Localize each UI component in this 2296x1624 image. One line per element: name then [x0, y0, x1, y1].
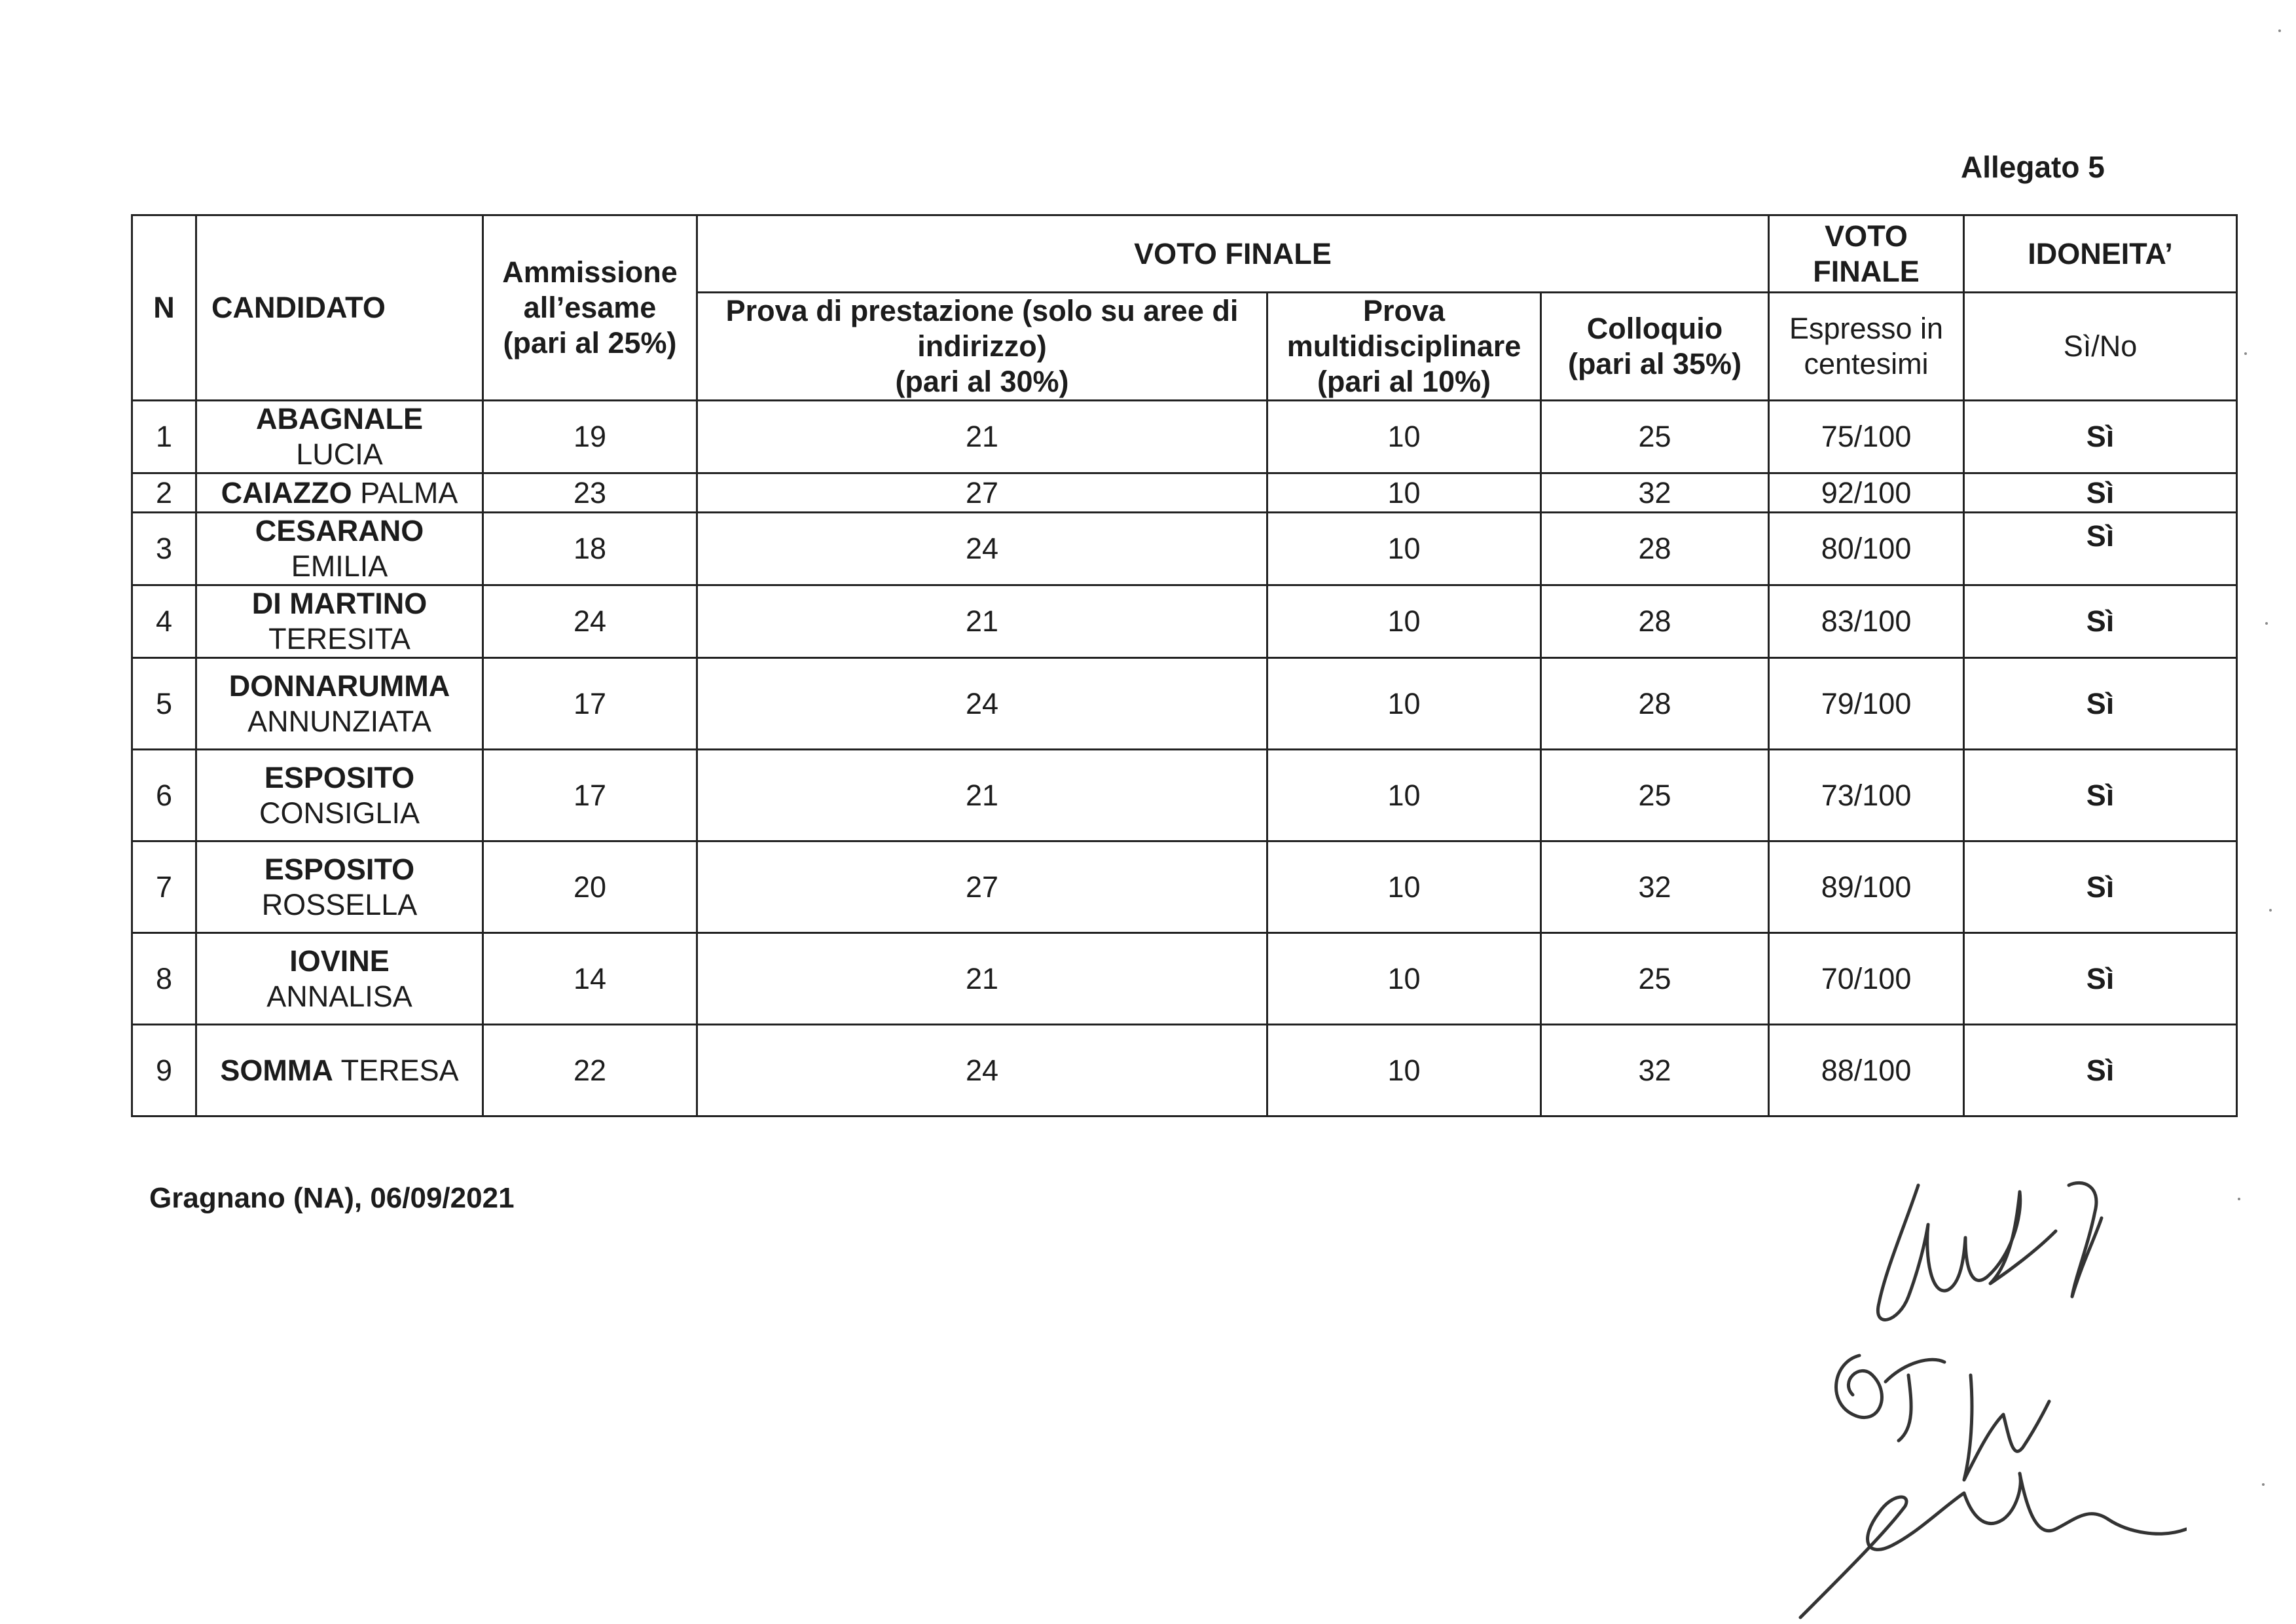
- cell-multidisciplinare: 10: [1267, 513, 1541, 585]
- cell-ammissione: 18: [483, 513, 697, 585]
- cell-candidate: [196, 750, 483, 841]
- signature-stroke: [2069, 1183, 2102, 1297]
- cell-n: 5: [132, 658, 196, 750]
- header-voto-finale-line: VOTO: [1825, 219, 1908, 253]
- cell-idoneita: Sì: [1964, 1025, 2237, 1116]
- candidate-given-name: TERESA: [340, 1053, 459, 1087]
- cell-idoneita: Sì: [1964, 401, 2237, 473]
- cell-voto-finale: 92/100: [1769, 473, 1964, 513]
- cell-colloquio: 32: [1541, 1025, 1769, 1116]
- cell-ammissione: 19: [483, 401, 697, 473]
- table-row: [132, 513, 2237, 585]
- table-row: [132, 750, 2237, 841]
- signature-stroke: [1886, 1359, 1944, 1441]
- cell-n: 4: [132, 585, 196, 658]
- table-row: [132, 658, 2237, 750]
- attachment-label: Allegato 5: [1961, 150, 2105, 184]
- cell-prestazione: 21: [697, 585, 1267, 658]
- header-espresso-line: Espresso in: [1789, 312, 1944, 345]
- scan-speck: [2278, 29, 2281, 32]
- cell-prestazione: 24: [697, 1025, 1267, 1116]
- cell-n: 3: [132, 513, 196, 585]
- cell-voto-finale: 88/100: [1769, 1025, 1964, 1116]
- cell-n: 2: [132, 473, 196, 513]
- header-prova-multidisciplinare: [1267, 293, 1541, 401]
- cell-prestazione: 21: [697, 750, 1267, 841]
- cell-idoneita: Sì: [1964, 750, 2237, 841]
- cell-ammissione: 14: [483, 933, 697, 1025]
- signatures-image: [1794, 1166, 2187, 1624]
- cell-multidisciplinare: 10: [1267, 401, 1541, 473]
- header-espresso: [1769, 293, 1964, 401]
- cell-multidisciplinare: 10: [1267, 658, 1541, 750]
- cell-candidate: [196, 1025, 483, 1116]
- cell-multidisciplinare: 10: [1267, 585, 1541, 658]
- candidate-surname: SOMMA: [220, 1053, 333, 1087]
- header-prova-prestazione: [697, 293, 1267, 401]
- cell-colloquio: 28: [1541, 585, 1769, 658]
- cell-colloquio: 25: [1541, 750, 1769, 841]
- candidate-given-name: ROSSELLA: [261, 887, 418, 921]
- header-idoneita: IDONEITA’: [1964, 215, 2237, 293]
- cell-candidate: [196, 513, 483, 585]
- header-si-no: Sì/No: [1964, 293, 2237, 401]
- header-ammissione-line: Ammissione: [502, 255, 678, 289]
- header-voto-finale-line: FINALE: [1813, 254, 1920, 288]
- cell-n: 1: [132, 401, 196, 473]
- candidate-surname: DI MARTINO: [251, 587, 428, 620]
- cell-ammissione: 20: [483, 841, 697, 933]
- cell-colloquio: 25: [1541, 933, 1769, 1025]
- header-candidato: CANDIDATO: [196, 215, 483, 401]
- cell-idoneita: Sì: [1964, 473, 2237, 513]
- cell-colloquio: 28: [1541, 658, 1769, 750]
- signature-stroke: [1964, 1375, 2049, 1480]
- cell-voto-finale: 89/100: [1769, 841, 1964, 933]
- header-multidisciplinare-line: multidisciplinare: [1286, 329, 1522, 363]
- candidate-surname: DONNARUMMA: [228, 669, 450, 703]
- cell-idoneita: Sì: [1964, 841, 2237, 933]
- cell-colloquio: 32: [1541, 473, 1769, 513]
- candidate-given-name: CONSIGLIA: [259, 796, 420, 830]
- table-row: [132, 473, 2237, 513]
- table-row: [132, 841, 2237, 933]
- cell-colloquio: 32: [1541, 841, 1769, 933]
- cell-prestazione: 27: [697, 841, 1267, 933]
- candidate-given-name: TERESITA: [268, 622, 410, 655]
- cell-n: 6: [132, 750, 196, 841]
- results-table: [131, 214, 2238, 1117]
- cell-voto-finale: 79/100: [1769, 658, 1964, 750]
- cell-prestazione: 24: [697, 658, 1267, 750]
- scan-speck: [2265, 622, 2268, 625]
- header-prestazione-line: (pari al 30%): [895, 365, 1069, 398]
- signature-stroke: [1836, 1356, 1882, 1418]
- table-row: [132, 933, 2237, 1025]
- signature-stroke: [1878, 1185, 2056, 1320]
- header-colloquio: [1541, 293, 1769, 401]
- header-multidisciplinare-line: (pari al 10%): [1317, 365, 1491, 398]
- cell-voto-finale: 83/100: [1769, 585, 1964, 658]
- header-multidisciplinare-line: Prova: [1362, 294, 1446, 327]
- cell-ammissione: 22: [483, 1025, 697, 1116]
- cell-prestazione: 21: [697, 933, 1267, 1025]
- cell-idoneita: Sì: [1964, 658, 2237, 750]
- candidate-surname: CAIAZZO: [221, 475, 352, 509]
- cell-multidisciplinare: 10: [1267, 841, 1541, 933]
- cell-ammissione: 17: [483, 750, 697, 841]
- cell-idoneita: Sì: [1964, 513, 2237, 585]
- cell-voto-finale: 70/100: [1769, 933, 1964, 1025]
- cell-multidisciplinare: 10: [1267, 473, 1541, 513]
- cell-multidisciplinare: 10: [1267, 750, 1541, 841]
- cell-idoneita: Sì: [1964, 933, 2237, 1025]
- cell-candidate: [196, 473, 483, 513]
- table-row: [132, 585, 2237, 658]
- cell-ammissione: 24: [483, 585, 697, 658]
- cell-ammissione: 23: [483, 473, 697, 513]
- candidate-surname: ESPOSITO: [264, 760, 415, 794]
- cell-multidisciplinare: 10: [1267, 1025, 1541, 1116]
- cell-n: 8: [132, 933, 196, 1025]
- cell-colloquio: 25: [1541, 401, 1769, 473]
- cell-voto-finale: 80/100: [1769, 513, 1964, 585]
- cell-idoneita: Sì: [1964, 585, 2237, 658]
- candidate-given-name: ANNUNZIATA: [247, 704, 431, 738]
- cell-voto-finale: 75/100: [1769, 401, 1964, 473]
- header-ammissione: [483, 215, 697, 401]
- signature-stroke: [1800, 1473, 2187, 1617]
- table-body: [132, 401, 2237, 1116]
- cell-candidate: [196, 658, 483, 750]
- cell-n: 9: [132, 1025, 196, 1116]
- header-colloquio-line: (pari al 35%): [1567, 347, 1742, 380]
- cell-n: 7: [132, 841, 196, 933]
- header-colloquio-line: Colloquio: [1586, 312, 1723, 345]
- header-voto-finale: [1769, 215, 1964, 293]
- candidate-given-name: EMILIA: [291, 549, 388, 583]
- header-prestazione-line: Prova di prestazione (solo su aree di: [725, 294, 1239, 327]
- cell-candidate: [196, 401, 483, 473]
- header-n: N: [132, 215, 196, 401]
- candidate-given-name: PALMA: [360, 475, 458, 509]
- scan-speck: [2238, 1198, 2240, 1200]
- header-prestazione-line: indirizzo): [917, 329, 1047, 363]
- scan-speck: [2269, 909, 2272, 912]
- header-ammissione-line: (pari al 25%): [503, 326, 677, 360]
- header-ammissione-line: all’esame: [523, 291, 657, 324]
- cell-prestazione: 21: [697, 401, 1267, 473]
- table-row: [132, 1025, 2237, 1116]
- candidate-given-name: LUCIA: [296, 437, 383, 471]
- cell-ammissione: 17: [483, 658, 697, 750]
- cell-voto-finale: 73/100: [1769, 750, 1964, 841]
- place-date: Gragnano (NA), 06/09/2021: [149, 1182, 515, 1214]
- candidate-surname: ESPOSITO: [264, 852, 415, 886]
- cell-candidate: [196, 585, 483, 658]
- cell-multidisciplinare: 10: [1267, 933, 1541, 1025]
- cell-candidate: [196, 841, 483, 933]
- scan-speck: [2244, 352, 2247, 355]
- cell-candidate: [196, 933, 483, 1025]
- cell-prestazione: 24: [697, 513, 1267, 585]
- cell-colloquio: 28: [1541, 513, 1769, 585]
- candidate-surname: IOVINE: [289, 944, 390, 978]
- header-espresso-line: centesimi: [1804, 347, 1929, 380]
- table-row: [132, 401, 2237, 473]
- candidate-given-name: ANNALISA: [266, 979, 412, 1013]
- candidate-surname: ABAGNALE: [256, 402, 423, 435]
- cell-prestazione: 27: [697, 473, 1267, 513]
- header-voto-finale-group: VOTO FINALE: [697, 215, 1769, 293]
- scan-speck: [2262, 1483, 2265, 1486]
- candidate-surname: CESARANO: [255, 514, 424, 547]
